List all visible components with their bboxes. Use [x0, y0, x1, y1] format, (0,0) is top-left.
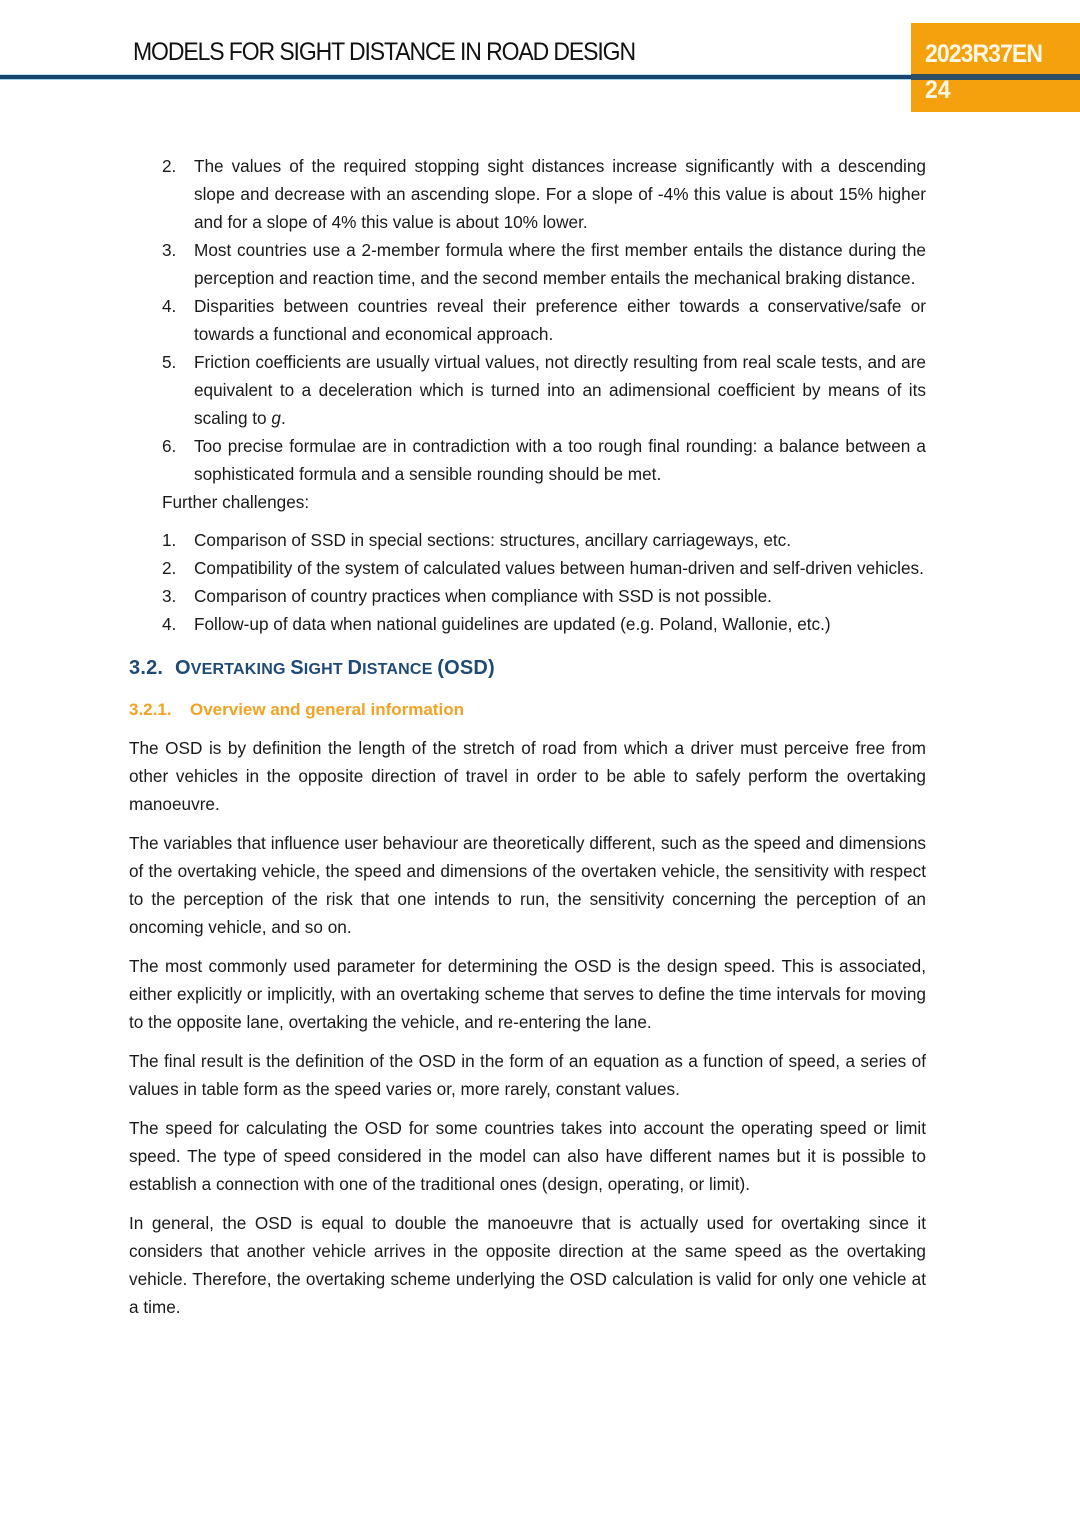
- list-text: Most countries use a 2-member formula where the first member entails the distance during the perception and reaction time, and the second member entails the mechanical braking distance.: [194, 240, 926, 288]
- list-item: [129, 526, 926, 554]
- paragraph: The final result is the definition of the OSD in the form of an equation as a function of speed, a series of values in table form as the speed varies or, more rarely, constant values.: [129, 1051, 926, 1099]
- italic-symbol: g: [271, 408, 281, 428]
- section-number: 3.2.: [129, 657, 164, 679]
- paragraph: In general, the OSD is equal to double the manoeuvre that is actually used for overtaking since it considers that another vehicle arrives in the opposite direction at the same speed as the overtaking vehicle. Therefore, the overtaking scheme underlying the OSD calculation is valid for only one vehicle at a time.: [129, 1213, 926, 1317]
- paragraph: The variables that influence user behaviour are theoretically different, such as the speed and dimensions of the overtaking vehicle, the speed and dimensions of the overtaken vehicle, the sensitivity with respect to the perception of the risk that one intends to run, the sensitivity concerning the perception of an oncoming vehicle, and so on.: [129, 833, 926, 937]
- list-text: Friction coefficients are usually virtual values, not directly resulting from real scale tests, and are equivalent to a deceleration which is turned into an adimensional coefficient by means of its scaling to: [194, 352, 926, 428]
- list-number: 1.: [162, 530, 177, 550]
- heading-cap: O: [175, 657, 191, 679]
- list-number: 5.: [162, 352, 177, 372]
- heading-smallcaps: ISTANCE: [362, 661, 438, 678]
- heading-cap: (OSD): [437, 657, 495, 679]
- subsection-title: Overview and general information: [190, 700, 464, 719]
- list-text-tail: .: [280, 408, 286, 428]
- list-number: 3.: [162, 586, 177, 606]
- paragraph: The most commonly used parameter for determining the OSD is the design speed. This is associated, either explicitly or implicitly, with an overtaking scheme that serves to define the time intervals for moving to the opposite lane, overtaking the vehicle, and re-entering the lane.: [129, 956, 926, 1032]
- page-body: [129, 152, 926, 1332]
- subsection-number: 3.2.1.: [129, 700, 172, 719]
- list-number: 4.: [162, 296, 177, 316]
- list-text: Too precise formulae are in contradiction with a too rough final rounding: a balance between a sophisticated formula and a sensible rounding should be met.: [194, 436, 926, 484]
- list-text: Disparities between countries reveal their preference either towards a conservative/safe or towards a functional and economical approach.: [194, 296, 926, 344]
- list-item: [129, 292, 926, 348]
- section-heading: [129, 654, 926, 684]
- list-number: 3.: [162, 240, 177, 260]
- list-text: The values of the required stopping sight distances increase significantly with a descending slope and decrease with an ascending slope. For a slope of -4% this value is about 15% higher and for a slope of 4% this value is about 10% lower.: [194, 156, 926, 232]
- list-number: 6.: [162, 436, 177, 456]
- list-text: Compatibility of the system of calculated values between human-driven and self-driven vehicles.: [194, 558, 924, 578]
- paragraph: The OSD is by definition the length of the stretch of road from which a driver must perceive free from other vehicles in the opposite direction of travel in order to be able to safely perform the overtaking manoeuvre.: [129, 738, 926, 814]
- heading-smallcaps: VERTAKING: [190, 661, 291, 678]
- list-text: Follow-up of data when national guidelines are updated (e.g. Poland, Wallonie, etc.): [194, 614, 831, 634]
- list-item: [129, 582, 926, 610]
- list-item: [129, 610, 926, 638]
- report-code: 2023R37EN: [925, 40, 1043, 68]
- list-item: [129, 432, 926, 488]
- subsection-heading: [129, 696, 926, 724]
- list-text: Comparison of country practices when compliance with SSD is not possible.: [194, 586, 772, 606]
- conclusions-list: [129, 152, 926, 488]
- running-title: MODELS FOR SIGHT DISTANCE IN ROAD DESIGN: [133, 38, 635, 66]
- list-item: [129, 348, 926, 432]
- list-item: [129, 554, 926, 582]
- list-number: 2.: [162, 156, 177, 176]
- list-number: 2.: [162, 558, 177, 578]
- heading-cap: D: [347, 657, 363, 679]
- list-item: [129, 236, 926, 292]
- list-number: 4.: [162, 614, 177, 634]
- list-item: [129, 152, 926, 236]
- page-number: 24: [925, 76, 951, 104]
- list-text: Comparison of SSD in special sections: structures, ancillary carriageways, etc.: [194, 530, 792, 550]
- heading-cap: S: [290, 657, 304, 679]
- paragraph: The speed for calculating the OSD for some countries takes into account the operating speed or limit speed. The type of speed considered in the model can also have different names but it is possible to establish a connection with one of the traditional ones (design, operating, or limit).: [129, 1118, 926, 1194]
- challenges-list: [129, 526, 926, 638]
- heading-smallcaps: IGHT: [303, 661, 348, 678]
- further-challenges-label: Further challenges:: [162, 492, 310, 512]
